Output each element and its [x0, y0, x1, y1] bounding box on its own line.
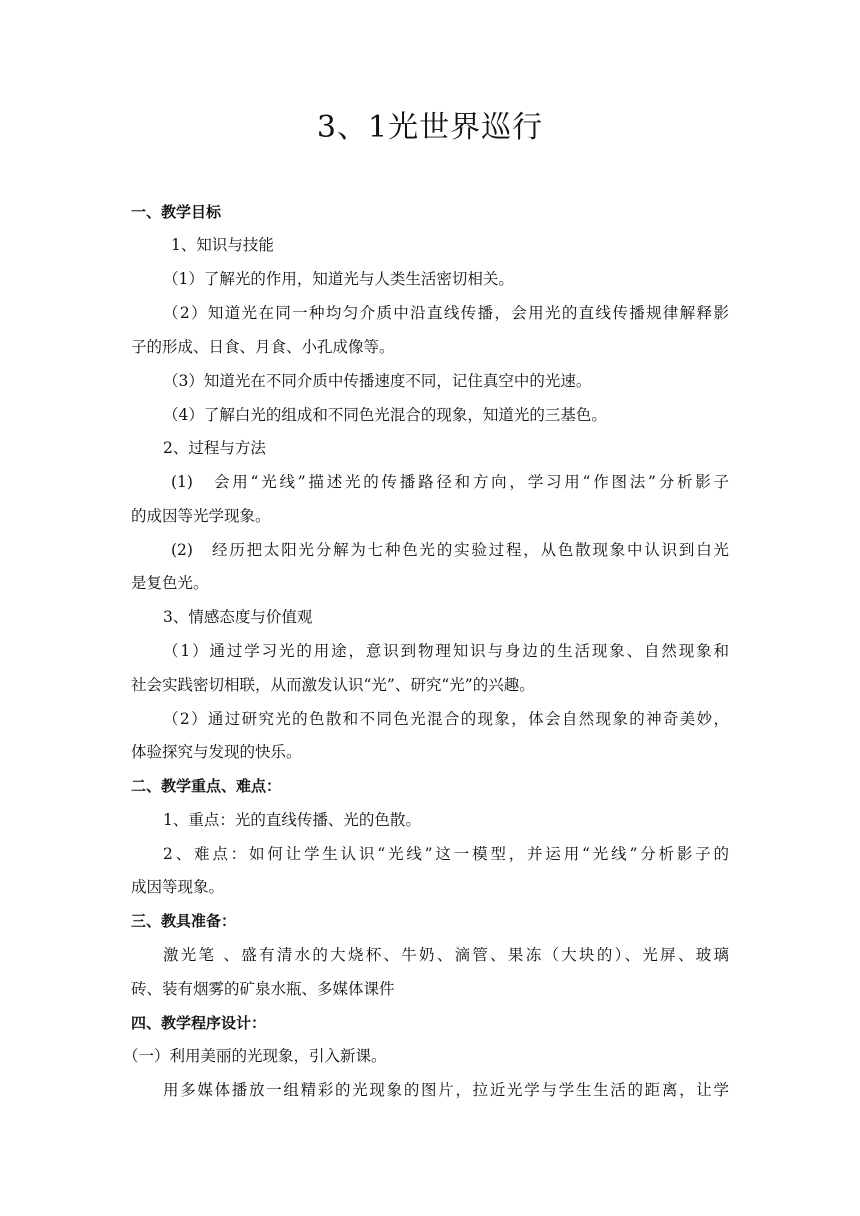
subheading-step-one: （一）利用美丽的光现象，引入新课。 — [123, 1047, 387, 1065]
paragraph-line: 体验探究与发现的快乐。 — [131, 743, 302, 761]
paragraph-line: 成因等现象。 — [131, 878, 225, 896]
paragraph-line: 的成因等光学现象。 — [131, 507, 271, 525]
subheading-knowledge-skills: 1、知识与技能 — [171, 236, 274, 254]
paragraph-line: (1) 会用“光线”描述光的传播路径和方向，学习用“作图法”分析影子 — [171, 473, 729, 491]
paragraph-line: （2）通过研究光的色散和不同色光混合的现象，体会自然现象的神奇美妙， — [163, 710, 729, 728]
paragraph-line: （4）了解白光的组成和不同色光混合的现象，知道光的三基色。 — [163, 406, 607, 424]
paragraph-line: 砖、装有烟雾的矿泉水瓶、多媒体课件 — [131, 980, 395, 998]
paragraph-line: 2、难点：如何让学生认识“光线”这一模型，并运用“光线”分析影子的 — [163, 845, 729, 863]
subheading-attitude-values: 3、情感态度与价值观 — [163, 608, 313, 626]
paragraph-line: 1、重点：光的直线传播、光的色散。 — [163, 811, 421, 829]
subheading-process-method: 2、过程与方法 — [163, 439, 266, 457]
heading-teaching-procedure: 四、教学程序设计： — [131, 1014, 267, 1032]
paragraph-line: （1）了解光的作用，知道光与人类生活密切相关。 — [163, 270, 514, 288]
paragraph-line: 子的形成、日食、月食、小孔成像等。 — [131, 338, 395, 356]
paragraph-line: （3）知道光在不同介质中传播速度不同，记住真空中的光速。 — [163, 372, 592, 390]
paragraph-line: 是复色光。 — [131, 574, 209, 592]
paragraph-line: (2) 经历把太阳光分解为七种色光的实验过程，从色散现象中认识到白光 — [171, 541, 729, 559]
paragraph-line: 用多媒体播放一组精彩的光现象的图片，拉近光学与学生生活的距离，让学 — [163, 1081, 729, 1099]
paragraph-line: （1）通过学习光的用途，意识到物理知识与身边的生活现象、自然现象和 — [163, 642, 729, 660]
document-title: 3、1光世界巡行 — [316, 110, 544, 145]
paragraph-line: （2）知道光在同一种均匀介质中沿直线传播，会用光的直线传播规律解释影 — [163, 304, 729, 322]
heading-teaching-aids: 三、教具准备： — [131, 912, 237, 930]
paragraph-line: 社会实践密切相联，从而激发认识“光”、研究“光”的兴趣。 — [131, 676, 535, 694]
heading-teaching-objectives: 一、教学目标 — [131, 203, 222, 221]
heading-key-points: 二、教学重点、难点： — [131, 777, 282, 795]
paragraph-line: 激光笔 、盛有清水的大烧杯、牛奶、滴管、果冻（大块的）、光屏、玻璃 — [163, 946, 729, 964]
